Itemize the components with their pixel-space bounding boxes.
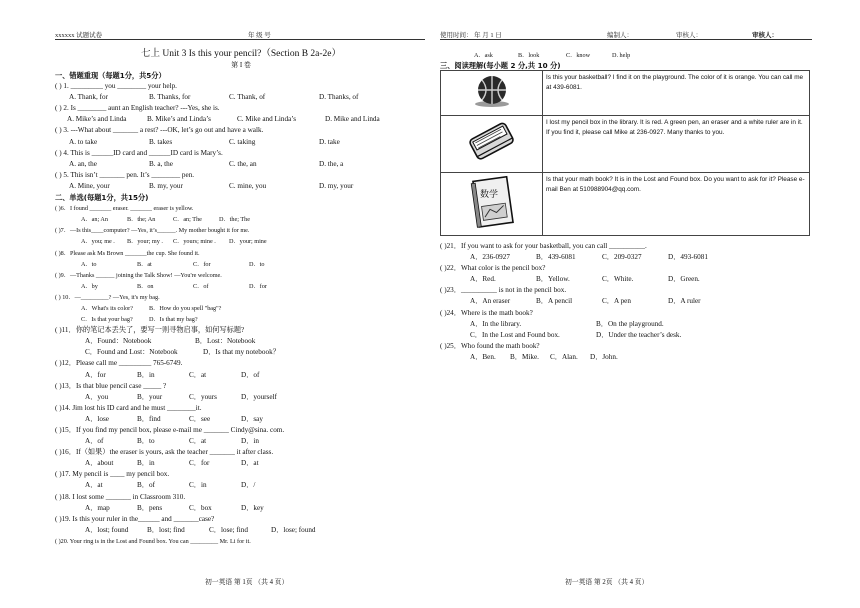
right-column-questions [440, 241, 812, 363]
question-11-options-cd [55, 347, 427, 358]
question-13: ( )13．Is that blue pencil case _____ ? [55, 381, 167, 390]
question-9: ( )9．—Thanks ______ joining the Talk Show! —You're welcome. [55, 271, 222, 279]
header-rule-left [55, 39, 425, 40]
option: D. the, a [319, 159, 344, 168]
option: A．Found：Notebook [85, 337, 152, 346]
question-12-options [55, 370, 427, 381]
question-13-options [55, 392, 427, 403]
question-2-options [55, 114, 427, 125]
question-10-options-cd [55, 314, 427, 325]
question-10-options-ab [55, 303, 427, 314]
option: C．for [189, 459, 210, 468]
header-left: xxxxxx 试题试卷 [55, 32, 103, 39]
question-17-options [55, 480, 427, 491]
ad-row-pencil-box [441, 116, 810, 173]
option: A．lost; found [85, 525, 129, 534]
option: C．of [193, 282, 209, 290]
option: B．find [137, 414, 161, 423]
option: D．the; The [219, 216, 250, 224]
question-22: ( )22．What color is the pencil box? [440, 264, 546, 273]
volume-label: 第 I 卷 [231, 61, 251, 69]
option: A．for [85, 370, 106, 379]
question-24: ( )24．Where is the math book? [440, 308, 533, 317]
option: A．lose [85, 414, 109, 423]
option: A. Mike’s and Linda [67, 115, 127, 124]
question-8-options [55, 259, 427, 270]
option: C．209-0327 [602, 253, 642, 262]
option: D. Mike and Linda [325, 115, 380, 124]
question-16-options [55, 458, 427, 469]
question-22-options [440, 274, 812, 285]
option: B．look [518, 52, 540, 59]
option: B．Lost：Notebook [195, 337, 256, 346]
question-1: ( ) 1. _________ you ________ your help. [55, 82, 177, 91]
option: A. an, the [69, 159, 97, 168]
option: D．of [241, 370, 260, 379]
book-cover-label: 数学 [479, 190, 498, 200]
option: A．at [85, 481, 103, 490]
option: C. mine, you [229, 181, 267, 190]
option: C．Found and Lost：Notebook [85, 348, 178, 357]
question-15-options [55, 436, 427, 447]
option: A．236-0927 [470, 253, 510, 262]
option: D．for [249, 282, 267, 290]
option: D．John. [590, 352, 618, 361]
question-24-options-cd [440, 330, 812, 341]
option: C．know [566, 52, 591, 59]
option: C. Thank, of [229, 93, 266, 102]
question-6-options [55, 214, 427, 225]
option: D．to [249, 260, 265, 268]
option: B．A pencil [536, 297, 573, 306]
math-book-icon [462, 175, 522, 229]
option: D．Is that my bag? [149, 316, 198, 324]
page-title: 七上 Unit 3 Is this your pencil?（Section B 2a-2e） [141, 49, 341, 59]
question-5-options [55, 181, 427, 192]
option: A．map [85, 503, 110, 512]
option: B．the; An [127, 216, 156, 224]
option: D．in [241, 437, 259, 446]
option: A．by [81, 282, 98, 290]
ad-image-cell [441, 116, 543, 173]
option: B. Mike’s and Linda’s [147, 115, 211, 124]
question-18-options [55, 503, 427, 514]
question-25-options [440, 352, 812, 363]
option: B．How do you spell "bag"? [149, 304, 222, 312]
option: D．at [241, 459, 259, 468]
option: D. Thanks, of [319, 93, 359, 102]
question-1-options [55, 92, 427, 103]
section-2-heading: 二、单选(每题1分，共15分) [55, 193, 149, 203]
option: C. Mike and Linda’s [237, 115, 297, 124]
header-reviewer: 审核人： [676, 32, 702, 39]
ad-text: Is this your basketball? I find it on the playground. The color of it is orange. You can call me at 439-6081. [543, 71, 810, 116]
option: A．Red. [470, 275, 496, 284]
ad-image-cell [441, 71, 543, 116]
question-10: ( ) 10．—_________? —Yes, it's my bag. [55, 293, 160, 301]
option: D．Under the teacher’s desk. [596, 330, 682, 339]
question-6: ( )6．I found _______ eraser. _______ eraser is yellow. [55, 205, 194, 213]
option: C. the, an [229, 159, 257, 168]
option: A．you [85, 392, 109, 401]
option: C．yours; mine . [173, 238, 216, 246]
option: B．in [137, 370, 155, 379]
question-14: ( )14. Jim lost his ID card and he must ________it. [55, 403, 202, 412]
option: D．yourself [241, 392, 277, 401]
question-25: ( )25．Who found the math book? [440, 341, 540, 350]
right-column-top [440, 50, 812, 71]
header-date: 使用时间： 年 月 1 日 [440, 32, 502, 39]
option: A．What's its color? [81, 304, 133, 312]
option: B．at [137, 260, 152, 268]
question-5: ( ) 5. This isn’t _______ pen. It’s ________ pen. [55, 170, 195, 179]
header-maker: 编制人： [607, 32, 633, 39]
option: A．an; An [81, 216, 108, 224]
option: B. my, your [149, 181, 183, 190]
option: C．yours [189, 392, 217, 401]
question-3: ( ) 3. ---What about _______ a rest? ---OK, let’s go out and have a walk. [55, 126, 264, 135]
option: C．see [189, 414, 211, 423]
option: C．an; The [173, 216, 202, 224]
option: C．Alan. [550, 352, 578, 361]
option: B．in [137, 459, 155, 468]
question-19-options [55, 525, 427, 536]
option: A. Mine, your [69, 181, 110, 190]
question-20: ( )20. Your ring is in the Lost and Found box. You can _________ Mr. Li for it. [55, 537, 251, 545]
question-23-options [440, 296, 812, 307]
option: A．In the library. [470, 319, 522, 328]
ad-text: I lost my pencil box in the library. It is red. A green pen, an eraser and a white ruler are in it. If you find it, please call Mike at 236-0927. Many thanks to you. [543, 116, 810, 173]
option: A．to [81, 260, 97, 268]
option: A．of [85, 437, 104, 446]
option: D．Green. [668, 275, 700, 284]
option: D. help [612, 52, 631, 59]
option: A．ask [474, 52, 493, 59]
option: D. my, your [319, 181, 354, 190]
option: B．your [137, 392, 163, 401]
option: A．An eraser [470, 297, 511, 306]
option: D．lose; found [271, 525, 316, 534]
question-14-options [55, 414, 427, 425]
question-7-options [55, 236, 427, 247]
option: C．at [189, 370, 207, 379]
question-18: ( )18. I lost some _______ in Classroom 310. [55, 492, 186, 501]
question-21: ( )21．If you want to ask for your basketball, you can call __________. [440, 242, 647, 250]
option: D．A ruler [668, 297, 701, 306]
header-grade: 年 级 号 [248, 32, 271, 39]
question-11: ( )11．你的笔记本丢失了，要写一则寻物启事，如何写标题? [55, 326, 245, 335]
basketball-icon [457, 73, 527, 109]
option: D．your; mine [229, 238, 267, 246]
option: D. take [319, 137, 340, 146]
option: B．on [137, 282, 154, 290]
option: D．Is that my notebook？ [203, 348, 280, 357]
option: D．say [241, 414, 263, 423]
header-final-reviewer: 审核人： [752, 32, 778, 39]
option: B．Mike. [510, 352, 539, 361]
option: B. takes [149, 137, 173, 146]
ad-image-cell [441, 173, 543, 236]
section-3-heading: 三、阅读理解(每小题 2 分,共 10 分) [440, 61, 561, 71]
footer-page-1: 初一英语 第 1页 （共 4 页） [205, 579, 289, 586]
reading-ads-table [440, 70, 810, 236]
question-9-options [55, 281, 427, 292]
option: C．In the Lost and Found box. [470, 330, 560, 339]
option: C．for [193, 260, 211, 268]
section-1-heading: 一、错题重现（每题1分，共5分） [55, 71, 166, 80]
option: A．Ben. [470, 352, 496, 361]
option: B．Yellow. [536, 275, 570, 284]
option: D．key [241, 503, 264, 512]
option: B．439-6081 [536, 253, 576, 262]
option: A. to take [69, 137, 98, 146]
ad-text: Is that your math book? It is in the Lost and Found box. Do you want to ask for it? Please e-mail Ben at 510988904@qq.com. [543, 173, 810, 236]
header-rule-right [440, 39, 812, 40]
option: A．about [85, 459, 114, 468]
option: C．lose; find [209, 525, 248, 534]
option: C．box [189, 503, 212, 512]
option: B．to [137, 437, 155, 446]
question-2: ( ) 2. Is ________ aunt an English teacher? ---Yes, she is. [55, 104, 220, 113]
question-11-options-ab [55, 336, 427, 347]
question-12: ( )12．Please call me _________ 765-6749. [55, 359, 183, 368]
question-23: ( )23．__________ is not in the pencil box. [440, 286, 567, 295]
option: C．Is that your bag? [81, 316, 133, 324]
question-15: ( )15．If you find my pencil box, please e-mail me _______ Cindy@sina. com. [55, 426, 285, 434]
option: A．you; me . [81, 238, 115, 246]
question-4: ( ) 4. This is ______ID card and ______ID card is Mary’s. [55, 148, 223, 157]
pencil-box-icon [462, 118, 522, 166]
option: B．your; my . [127, 238, 163, 246]
option: B．pens [137, 503, 163, 512]
option: B．of [137, 481, 155, 490]
ad-row-math-book [441, 173, 810, 236]
option: B．lost; find [147, 525, 185, 534]
option: B. a, the [149, 159, 173, 168]
question-21-options [440, 252, 812, 263]
option: A. Thank, for [69, 93, 108, 102]
option: C．at [189, 437, 207, 446]
question-7: ( )7．—Is this____computer? —Yes, it’s______. My mother bought it for me. [55, 227, 250, 235]
option: C. taking [229, 137, 256, 146]
option: C．White. [602, 275, 634, 284]
option: B．On the playground. [596, 319, 664, 328]
question-3-options [55, 137, 427, 148]
left-column [55, 48, 427, 547]
option: D．/ [241, 481, 256, 490]
option: D．493-6081 [668, 253, 708, 262]
option: C．in [189, 481, 207, 490]
ad-row-basketball [441, 71, 810, 116]
option: B. Thanks, for [149, 93, 191, 102]
question-16: ( )16．If（如果）the eraser is yours, ask the teacher _______ it after class. [55, 448, 274, 457]
question-8: ( )8．Please ask Ms Brown _______the cup. She found it. [55, 249, 200, 257]
option: C．A pen [602, 297, 631, 306]
question-19: ( )19. Is this your ruler in the______ and _______case? [55, 514, 215, 523]
footer-page-2: 初一英语 第 2页 （共 4 页） [565, 579, 649, 586]
question-24-options-ab [440, 319, 812, 330]
question-17: ( )17. My pencil is ____ my pencil box. [55, 470, 170, 479]
question-4-options [55, 159, 427, 170]
